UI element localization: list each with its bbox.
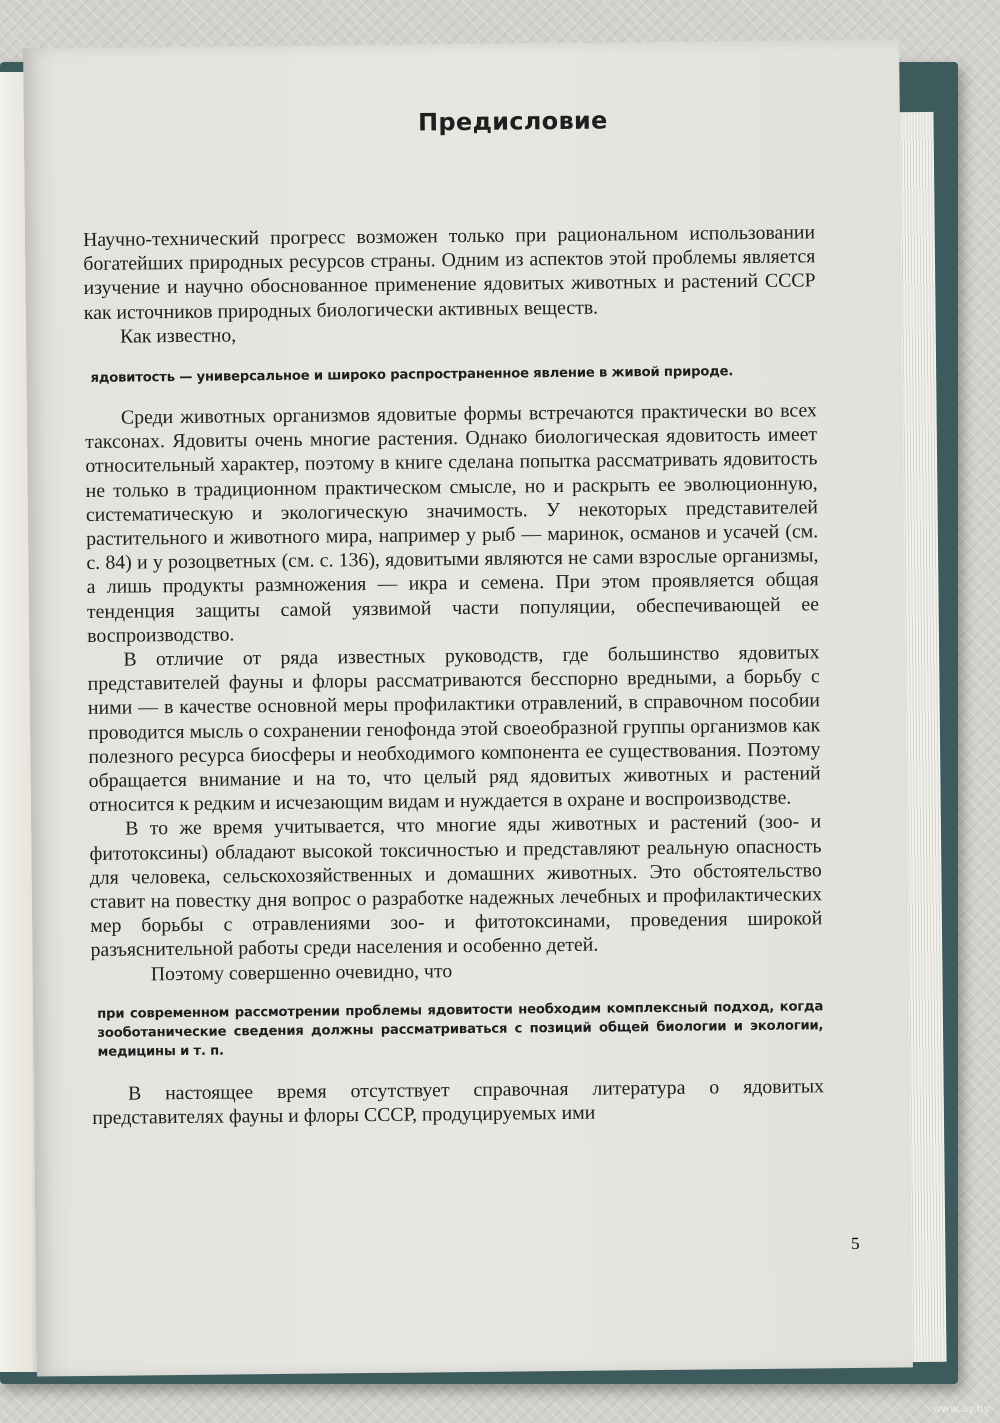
body-paragraph-1: Среди животных организмов ядовитые формы встречаются практически во всех таксонах. Ядовиты очень многие растения. Однако биологическая ядовитость имеет относительный характер, поэтому в книге сделана попытка рассматривать ядовитость не только в традиционном практическом смысле, но и раскрыть ее эволюционную, систематическую и экологическую значимость. У некоторых представителей растительного и животного мира, например у рыб — маринок, османов и усачей (см. с. 84) и у розоцветных (см. с. 136), ядовитыми являются не сами взрослые организмы, а лишь продукты размножения — икра и семена. При этом проявляется общая тенденция защиты самой уязвимой части популяции, обеспечивающей ее воспроизводство. [85, 399, 820, 647]
callout-2: при современном рассмотрении проблемы ядовитости необходим комплексный подход, когда зооботанические сведения должны рассматриваться с позиций общей биологии и экологии, медицины и т. п. [97, 999, 824, 1060]
lead-in-2: Поэтому совершенно очевидно, что [150, 959, 453, 986]
book-page [23, 39, 913, 1376]
page-number: 5 [851, 1233, 860, 1254]
body-paragraph-2: В отличие от ряда известных руководств, где большинство ядовитых представителей фауны и флоры рассматриваются бесспорно вредными, а борьбу с ними — в качестве основной меры профилактики отравлений, в справочном пособии проводится мысль о сохранении генофонда этой своеобразной группы организмов как полезного ресурса биосферы и необходимого компонента ее существования. Поэтому обращается внимание и на то, что целый ряд ядовитых животных и растений относится к редким и исчезающим видам и нуждается в охране и воспроизводстве. [87, 641, 821, 817]
intro-paragraph: Научно-технический прогресс возможен только при рациональном использовании богатейших природных ресурсов страны. Одним из аспектов этой проблемы является изучение и научно обоснованное применение ядовитых животных и растений СССР как источников природных биологически активных веществ. [82, 221, 816, 324]
watermark: www.ay.by [931, 1402, 990, 1415]
body-paragraph-3: В то же время учитывается, что многие яды животных и растений (зоо- и фитотоксины) обладают высокой токсичностью и представляют реальную опасность для человека, сельскохозяйственных и домашних животных. Это обстоятельство ставит на повестку дня вопрос о разработке надежных лечебных и профилактических мер борьбы с отравлениями зоо- и фитотоксинами, проведения широкой разъяснительной работы среди населения и особенно детей. [89, 810, 823, 962]
callout-1: ядовитость — универсальное и широко распространенное явление в живой природе. [90, 364, 734, 386]
page-content [82, 104, 825, 1130]
last-paragraph: В настоящее время отсутствует справочная литература о ядовитых представителях фауны и флоры СССР, продуцируемых ими [92, 1075, 825, 1130]
lead-in-1: Как известно, [119, 324, 237, 348]
page-title: Предисловие [417, 106, 608, 137]
